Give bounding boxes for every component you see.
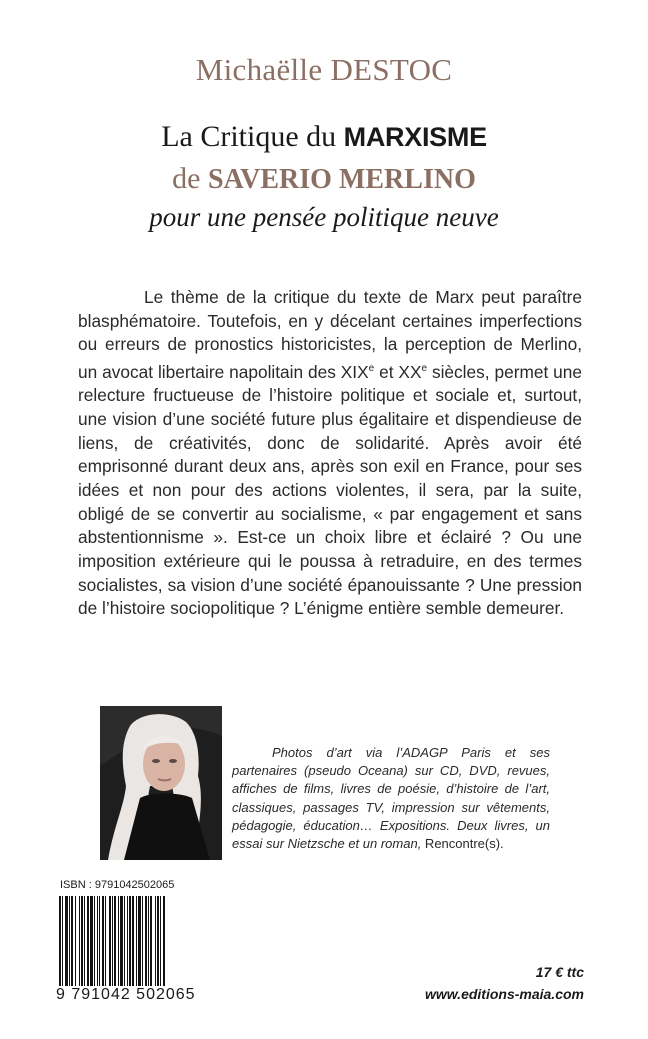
barcode-bar <box>124 896 125 992</box>
barcode-bar <box>114 896 116 992</box>
superscript-e-2: e <box>421 362 428 374</box>
barcode-bar <box>102 896 104 992</box>
barcode-bar <box>84 896 85 992</box>
barcode-bar <box>138 896 141 992</box>
barcode-bar <box>75 896 76 992</box>
barcode-bar <box>65 896 68 992</box>
barcode-bar <box>157 896 159 992</box>
title-line-2-prefix: de <box>172 162 208 195</box>
barcode-bar <box>62 896 63 992</box>
title-subject-name: SAVERIO MERLINO <box>207 164 476 195</box>
barcode-bar <box>118 896 119 992</box>
barcode-bar <box>129 896 131 992</box>
barcode-bar <box>142 896 143 992</box>
title-emphasis: MARXISME <box>343 122 487 152</box>
barcode <box>58 896 198 992</box>
title-line-1 <box>0 118 648 156</box>
barcode-bar <box>150 896 152 992</box>
superscript-e-1: e <box>368 362 375 374</box>
bio-italic: Photos d’art via l’ADAGP Paris et ses partenaires (pseudo Oceana) sur CD, DVD, revues, affiches de films, livres de poésie, d’histoire de l’art, classiques, passages TV, impression sur vêtements, pédagogie, éducation… Expositions. Deux livres, un essai sur Nietzsche et un roman, <box>232 745 550 852</box>
barcode-bar <box>69 896 70 992</box>
author-bio <box>232 744 550 853</box>
barcode-bar <box>160 896 161 992</box>
barcode-bar <box>94 896 95 992</box>
barcode-bar <box>127 896 128 992</box>
barcode-bar <box>112 896 113 992</box>
barcode-bar <box>145 896 147 992</box>
bio-upright: Rencontre(s). <box>421 836 504 852</box>
barcode-bar <box>87 896 89 992</box>
subtitle: pour une pensée politique neuve <box>149 202 499 232</box>
barcode-bar <box>155 896 156 992</box>
isbn-label: ISBN : 9791042502065 <box>60 879 175 891</box>
author-photo <box>100 706 222 860</box>
summary-part-2: et XX <box>374 361 422 382</box>
barcode-bar <box>136 896 137 992</box>
barcode-bar <box>71 896 73 992</box>
barcode-bar <box>109 896 111 992</box>
barcode-bar <box>132 896 134 992</box>
barcode-bar <box>120 896 123 992</box>
author-name: Michaëlle DESTOC <box>195 52 453 87</box>
barcode-bar <box>81 896 83 992</box>
price: 17 € ttc <box>535 964 584 980</box>
summary-part-3: siècles, permet une relecture fructueuse de l’histoire politique et sociale et, surtout, une vision d’une société future plus égalitaire et dispendieuse de liens, de créativités, donc de solidarité. Après avoir été emprisonné durant deux ans, après son exil en France, pour ses idées et non pour des actions violentes, il sera, par la suite, obligé de se convertir au socialisme, « par engagement et sans abstentionnisme ». Est-ce un choix libre et éclairé ? Ou une imposition extérieure qui le poussa à retraduire, en des termes socialistes, sa vision d’une société épanouissante ? Une pression de l’histoire sociopolitique ? L’énigme entière semble demeurer. <box>78 361 582 619</box>
barcode-digits: 9 791042 502065 <box>56 986 206 1004</box>
barcode-bar <box>79 896 80 992</box>
barcode-bar <box>59 896 61 992</box>
barcode-bar <box>90 896 93 992</box>
barcode-bar <box>105 896 106 992</box>
title-line-2 <box>0 160 648 199</box>
publisher-website: www.editions-maia.com <box>425 986 584 1002</box>
summary-text <box>78 286 582 621</box>
portrait-image <box>100 706 222 860</box>
barcode-bar <box>99 896 100 992</box>
barcode-bar <box>97 896 98 992</box>
summary-part-1: Le thème de la critique du texte de Marx peut paraître blasphématoire. Toutefois, en y décelant certaines imperfections ou erreurs de pronostics historicistes, la perception de Merlino, un avocat libertaire napolitain des XIX <box>78 287 582 382</box>
barcode-bar <box>163 896 165 992</box>
barcode-bar <box>148 896 149 992</box>
title-prefix: La Critique du <box>161 120 344 153</box>
